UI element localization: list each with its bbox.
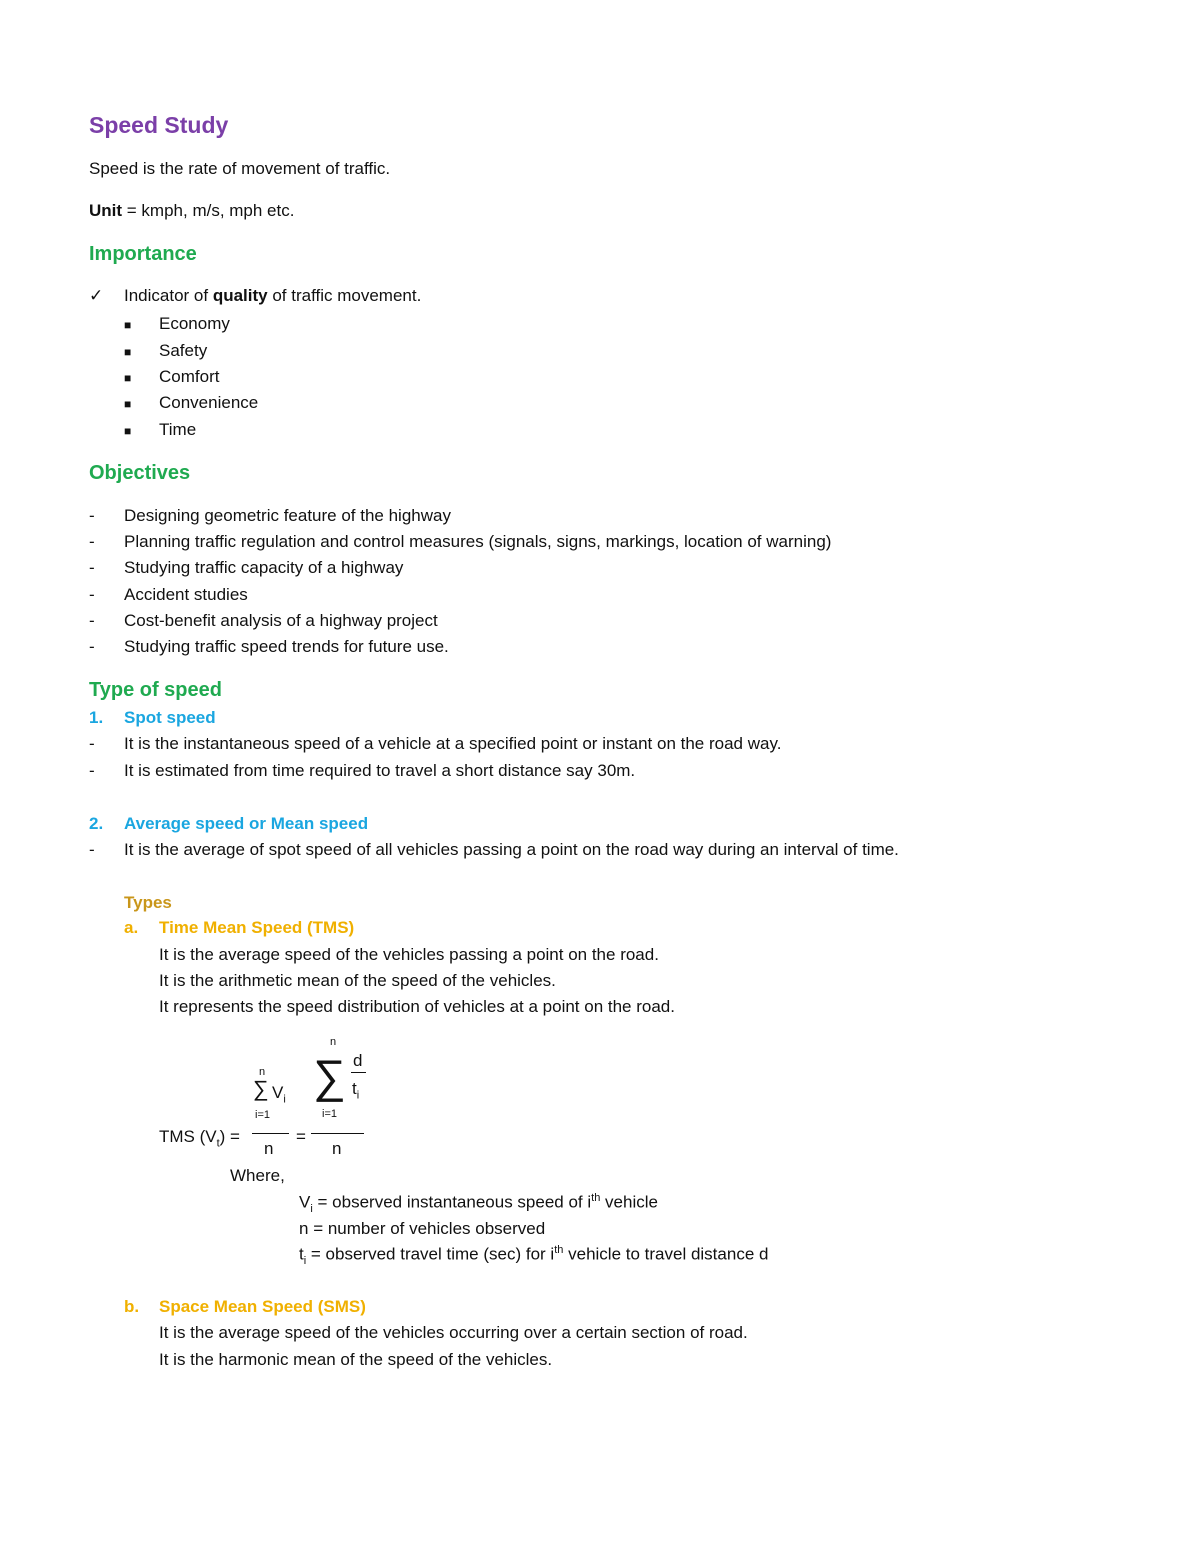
formula-lhs: TMS $(V_t)$ = <box>159 1127 240 1150</box>
dash-bullet-icon: - <box>89 840 95 859</box>
objectives-heading: Objectives <box>89 462 191 484</box>
intro-text: Speed is the rate of movement of traffic. <box>89 159 391 178</box>
dash-bullet-icon: - <box>89 585 95 604</box>
unit-line <box>89 202 294 219</box>
sms-line: It is the harmonic mean of the speed of the vehicles. <box>159 1350 553 1369</box>
dash-bullet-icon: - <box>89 558 95 577</box>
formula-equals: = <box>296 1127 306 1146</box>
dash-bullet-icon: - <box>89 611 95 630</box>
list-item: - It is estimated from time required to travel a short distance say 30m. <box>89 761 636 780</box>
type-of-speed-heading: Type of speed <box>89 679 222 701</box>
dash-bullet-icon: - <box>89 637 95 656</box>
sms-heading: b. Space Mean Speed (SMS) <box>124 1297 366 1316</box>
square-bullet-icon: ■ <box>124 397 132 411</box>
list-item: - It is the instantaneous speed of a vehicle at a specified point or instant on the road way. <box>89 734 782 753</box>
dash-bullet-icon: - <box>89 761 95 780</box>
spot-speed-heading: 1. Spot speed <box>89 708 216 727</box>
page-title: Speed Study <box>89 112 229 138</box>
list-item: - Designing geometric feature of the highway <box>89 506 451 525</box>
tms-heading: a. Time Mean Speed (TMS) <box>124 918 355 937</box>
sms-line: It is the average speed of the vehicles occurring over a certain section of road. <box>159 1323 748 1342</box>
square-bullet-icon: ■ <box>124 371 132 385</box>
list-item: ■ Economy <box>124 314 230 333</box>
where-label: Where, <box>230 1166 285 1185</box>
dash-bullet-icon: - <box>89 506 95 525</box>
tms-line: It is the arithmetic mean of the speed of the vehicles. <box>159 971 556 990</box>
inner-denominator-ti: $t_i$ <box>352 1079 360 1102</box>
unit-label: Unit <box>89 201 123 220</box>
check-list-item <box>89 286 422 305</box>
definition-line: $t_i$ = observed travel time (sec) for $i^{th}$ vehicle to travel distance d <box>299 1244 769 1268</box>
inner-fraction-line <box>351 1072 366 1073</box>
list-item: - Studying traffic capacity of a highway <box>89 558 404 577</box>
fraction-line <box>252 1133 289 1134</box>
dash-bullet-icon: - <box>89 532 95 551</box>
list-item: ■ Comfort <box>124 367 220 386</box>
sum-upper-limit: n <box>259 1066 266 1078</box>
unit-text: = kmph, m/s, mph etc. <box>122 201 295 220</box>
list-item: - Planning traffic regulation and control measures (signals, signs, markings, location of warning) <box>89 532 832 551</box>
list-item: ■ Safety <box>124 341 208 360</box>
square-bullet-icon: ■ <box>124 345 132 359</box>
average-speed-heading: 2. Average speed or Mean speed <box>89 814 369 833</box>
list-item: - Cost-benefit analysis of a highway project <box>89 611 438 630</box>
denominator-n: n <box>264 1139 274 1158</box>
list-item: ■ Time <box>124 420 197 439</box>
sum-lower-limit: i=1 <box>255 1109 270 1121</box>
list-item: - It is the average of spot speed of all vehicles passing a point on the road way during an interval of time. <box>89 840 899 859</box>
sum-upper-limit: n <box>330 1036 337 1048</box>
sum-lower-limit: i=1 <box>322 1108 337 1120</box>
list-item: - Studying traffic speed trends for future use. <box>89 637 449 656</box>
list-item: ■ Convenience <box>124 393 259 412</box>
dash-bullet-icon: - <box>89 734 95 753</box>
tms-line: It represents the speed distribution of vehicles at a point on the road. <box>159 997 675 1016</box>
tms-line: It is the average speed of the vehicles passing a point on the road. <box>159 945 659 964</box>
large-summation-icon: ∑ <box>313 1050 346 1102</box>
numerator-vi: $V_i$ <box>272 1083 286 1106</box>
inner-numerator-d: d <box>353 1051 363 1070</box>
checkmark-icon: ✓ <box>89 286 104 305</box>
summation-icon: ∑ <box>253 1076 269 1101</box>
definition-line: n = number of vehicles observed <box>299 1219 546 1238</box>
square-bullet-icon: ■ <box>124 424 132 438</box>
check-item-text: Indicator of quality of traffic movement. <box>124 286 422 305</box>
importance-heading: Importance <box>89 243 197 265</box>
types-label: Types <box>124 893 172 912</box>
denominator-n: n <box>332 1139 342 1158</box>
list-item: - Accident studies <box>89 585 248 604</box>
definition-line: $V_i$ = observed instantaneous speed of $i^{th}$ vehicle <box>299 1192 658 1216</box>
square-bullet-icon: ■ <box>124 318 132 332</box>
fraction-line <box>311 1133 364 1134</box>
